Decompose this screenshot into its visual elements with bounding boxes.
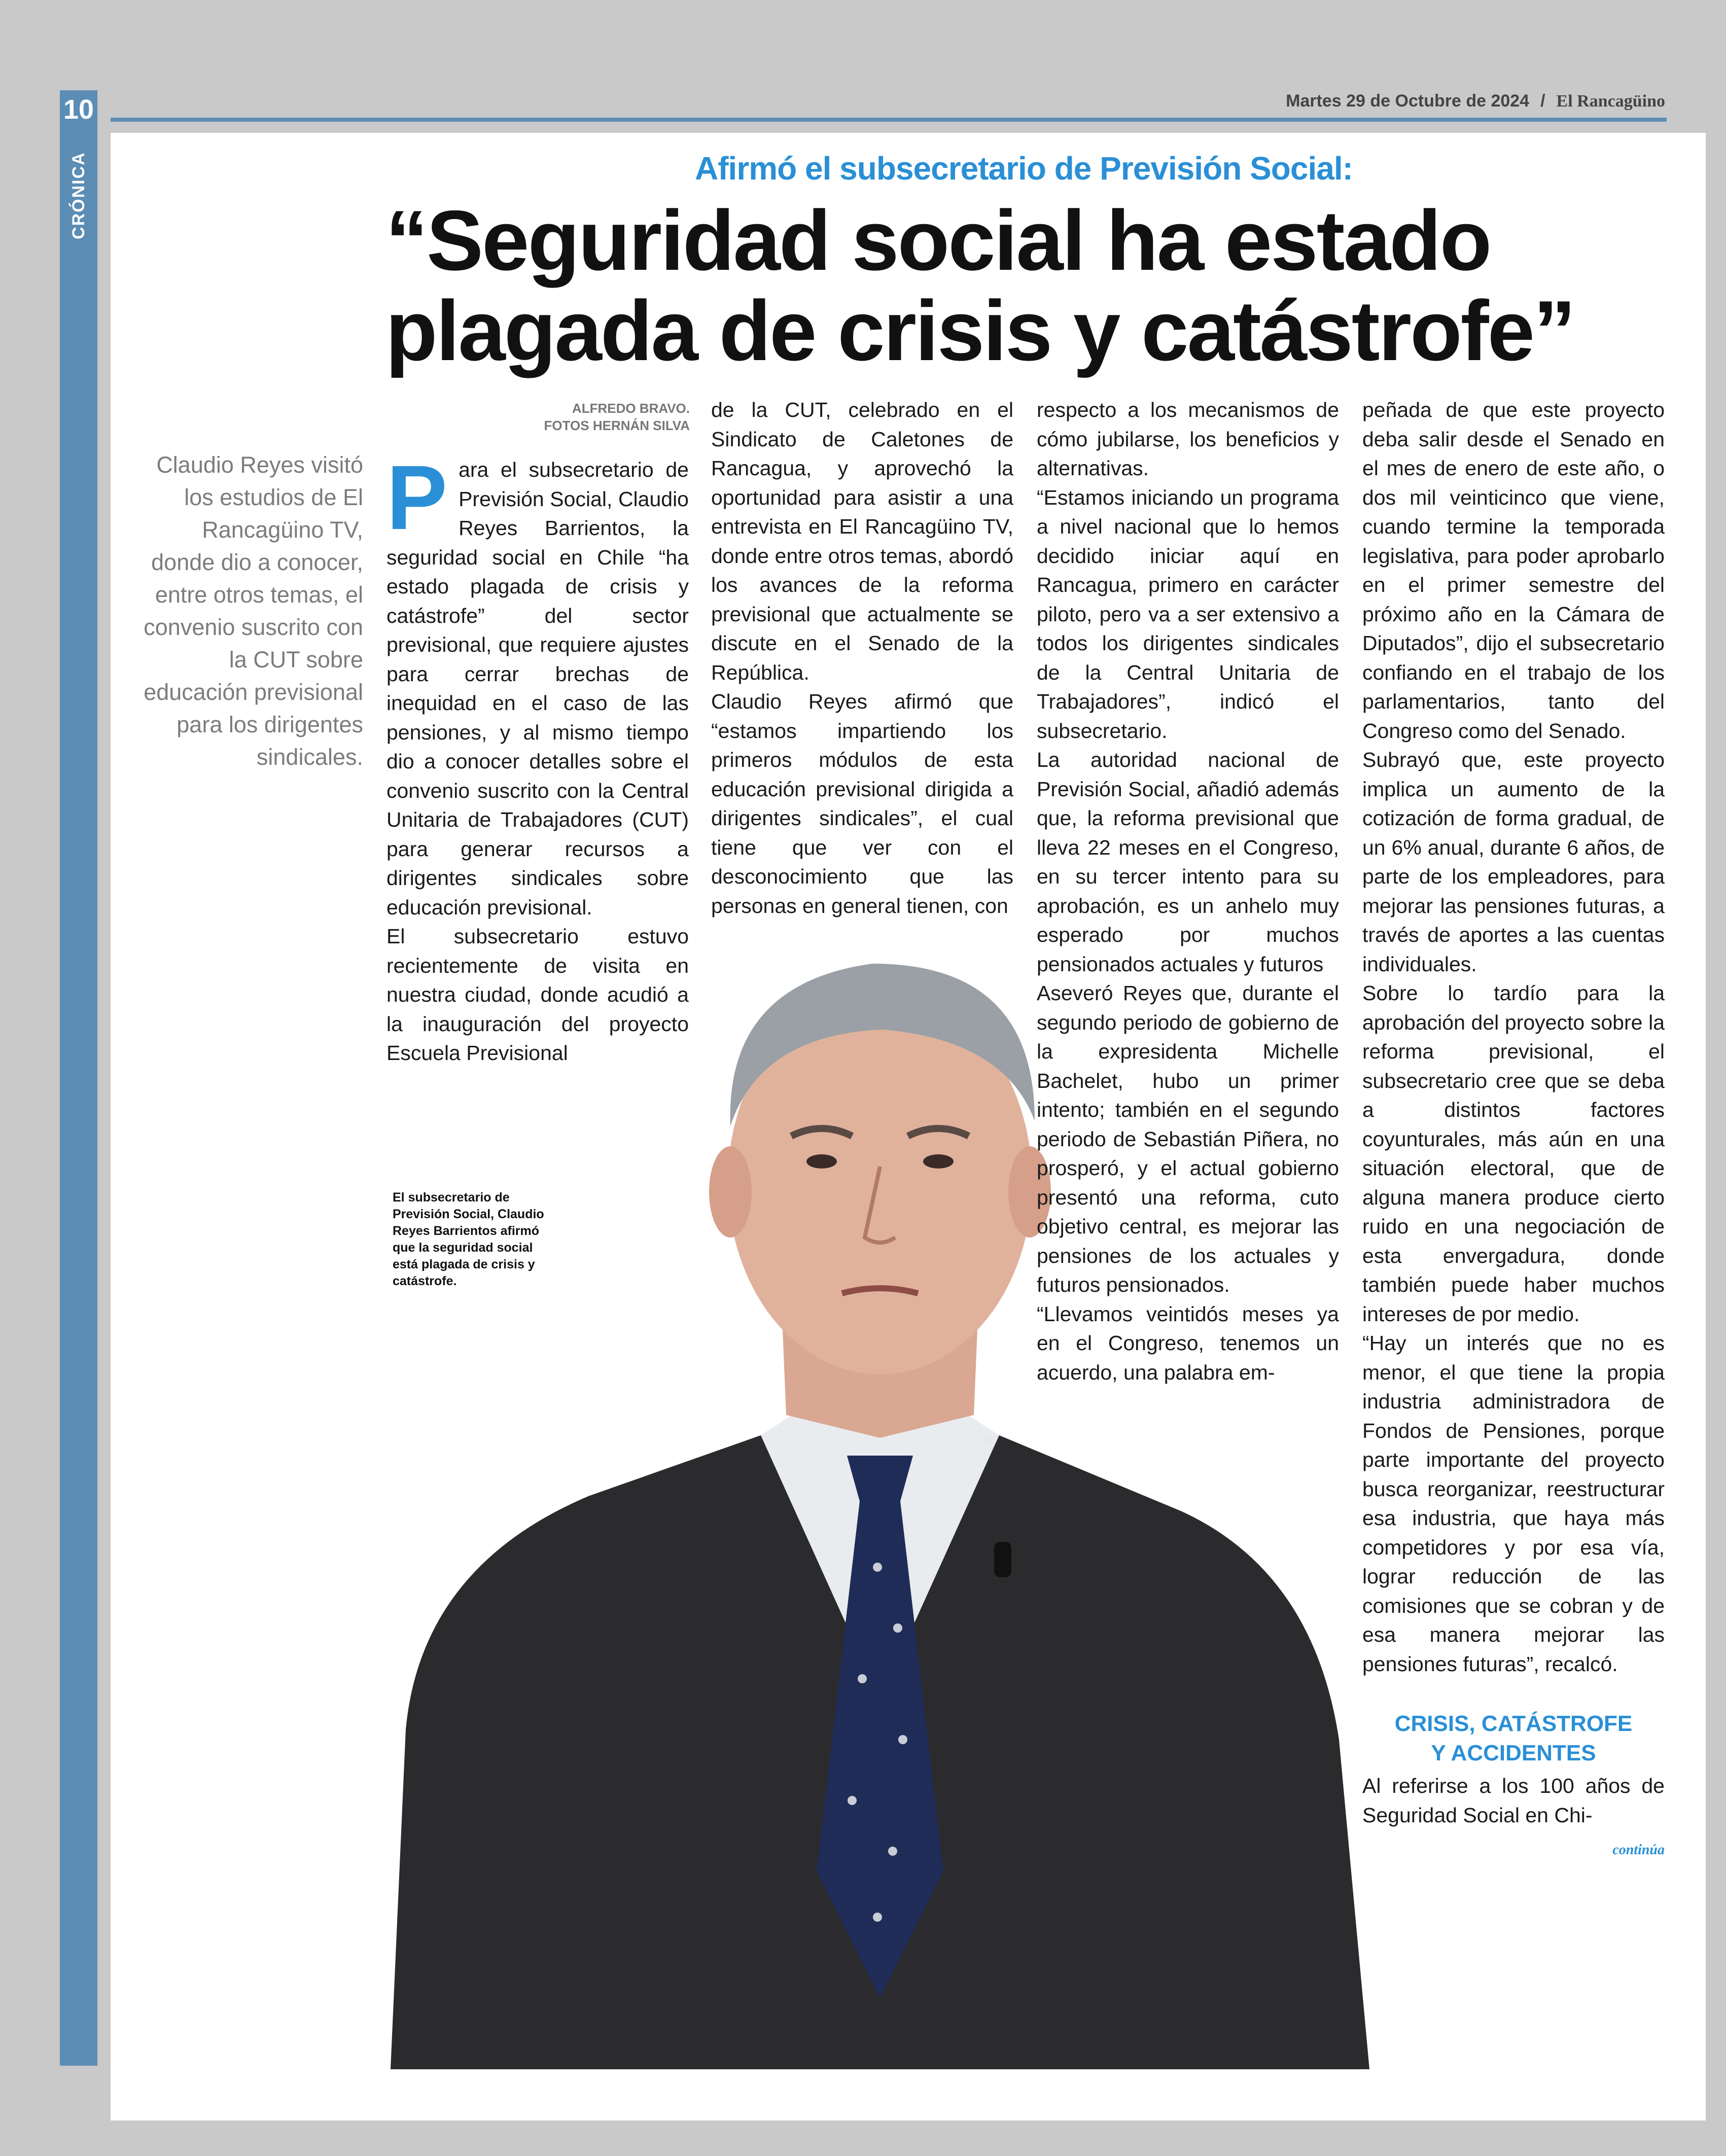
body-paragraph: La autoridad nacional de Previsión Social, añadió además que, la reforma previsional que lleva 22 meses en el Congreso, en su tercer intento para su aprobación, es un anhelo muy esperado por muchos pensionados actuales y futuros	[1037, 748, 1339, 976]
page-number: 10	[63, 94, 94, 125]
byline-photos: FOTOS HERNÁN SILVA	[544, 418, 690, 433]
body-paragraph: Al referirse a los 100 años de Seguridad Social en Chi-	[1362, 1774, 1665, 1827]
body-paragraph: Sobre lo tardío para la aprobación del proyecto sobre la reforma previsional, el subsecretario cree que se deba a distintos factores coyunturales, más aún en una situación electoral, que de alguna manera produce cierto ruido en una negociación de esta envergadura, donde también puede haber muchos intereses de por medio.	[1362, 981, 1665, 1326]
byline	[456, 400, 690, 434]
pull-quote: Claudio Reyes visitó los estudios de El Rancagüino TV, donde dio a conocer, entre otros temas, el convenio suscrito con la CUT sobre educación previsional para los dirigentes sindicales.	[144, 452, 363, 770]
body-paragraph: “Llevamos veintidós meses ya en el Congreso, tenemos un acuerdo, una palabra em-	[1037, 1302, 1339, 1384]
photo-caption: El subsecretario de Previsión Social, Claudio Reyes Barrientos afirmó que la seguridad social está plagada de crisis y catástrofe.	[393, 1190, 544, 1288]
section-label	[70, 147, 87, 243]
body-paragraph: Aseveró Reyes que, durante el segundo periodo de gobierno de la expresidenta Michelle Bachelet, hubo un primer intento; también en el segundo periodo de Sebastián Piñera, no prosperó, y el actual gobierno presentó una reforma, cuto objetivo central, es mejorar las pensiones de los actuales y futuros pensionados.	[1037, 981, 1339, 1296]
body-paragraph	[386, 447, 689, 922]
newspaper-name: El Rancagüino	[1556, 92, 1665, 111]
body-paragraph: “Hay un interés que no es menor, el que tiene la propia industria administradora de Fondos de Pensiones, porque parte importante del proyecto busca reorganizar, reestructurar esa industria, que haya más competidores y por esa vía, lograr reducción de las comisiones que se cobran y de esa manera mejorar las pensiones futuras”, recalcó.	[1362, 1331, 1665, 1676]
body-paragraph: Claudio Reyes afirmó que “estamos impartiendo los primeros módulos de esta educación previsional dirigida a dirigentes sindicales”, el cual tiene que ver con el desconocimiento que las personas en general tienen, con	[711, 690, 1013, 917]
article-kicker: Afirmó el subsecretario de Previsión Social:	[695, 150, 1353, 187]
article-headline: “Seguridad social ha estado plagada de crisis y catástrofe”	[385, 193, 1575, 378]
body-paragraph: “Estamos iniciando un programa a nivel nacional que lo hemos decidido iniciar aquí en Rancagua, primero en carácter piloto, pero va a ser extensivo a todos los dirigentes sindicales de la Central Unitaria de Trabajadores”, indicó el subsecretario.	[1037, 485, 1339, 743]
body-column-2	[711, 396, 1013, 921]
subhead-line: CRISIS, CATÁSTROFE	[1394, 1711, 1633, 1736]
body-column-4-continued	[1362, 1772, 1665, 1830]
body-text: ara el subsecretario de Previsión Social, Claudio Reyes Barrientos, la seguridad social en Chile “ha estado plagada de crisis y catástrofe” del sector previsional, que requiere ajustes para cerrar brechas de inequidad en el caso de las pensiones, y al mismo tiempo dio a conocer detalles sobre el convenio suscrito con la Central Unitaria de Trabajadores (CUT) para generar recursos a dirigentes sindicales sobre educación previsional.	[386, 458, 689, 919]
body-paragraph: respecto a los mecanismos de cómo jubilarse, los beneficios y alternativas.	[1037, 398, 1339, 480]
issue-date: Martes 29 de Octubre de 2024	[1286, 91, 1530, 111]
body-column-1	[386, 447, 689, 1068]
continued-marker: continúa	[1612, 1842, 1665, 1858]
header-rule	[111, 118, 1667, 122]
dateline	[1286, 91, 1665, 111]
section-label-text: CRÓNICA	[68, 151, 88, 239]
drop-cap: P	[386, 447, 448, 549]
body-paragraph: de la CUT, celebrado en el Sindicato de Caletones de Rancagua, y aprovechó la oportunidad para asistir a una entrevista en El Rancagüino TV, donde entre otros temas, abordó los avances de la reforma previsional que actualmente se discute en el Senado de la República.	[711, 398, 1013, 684]
dateline-separator: /	[1540, 91, 1545, 111]
section-sidebar	[60, 90, 97, 2066]
body-column-3	[1037, 396, 1339, 1387]
body-paragraph: Subrayó que, este proyecto implica un aumento de la cotización de forma gradual, de un 6% anual, durante 6 años, de parte de los empleadores, para mejorar las pensiones futuras, a través de aportes a las cuentas individuales.	[1362, 748, 1665, 976]
subhead-line: Y ACCIDENTES	[1431, 1741, 1596, 1765]
byline-author: ALFREDO BRAVO.	[572, 401, 690, 416]
section-subhead	[1362, 1709, 1665, 1768]
body-column-4	[1362, 396, 1665, 1679]
body-paragraph: El subsecretario estuvo recientemente de visita en nuestra ciudad, donde acudió a la inauguración del proyecto Escuela Previsional	[386, 925, 689, 1065]
body-paragraph: peñada de que este proyecto deba salir desde el Senado en el mes de enero de este año, o dos mil veinticinco que viene, cuando termine la temporada legislativa, para poder aprobarlo en el primer semestre del próximo año en la Cámara de Diputados”, dijo el subsecretario confiando en el trabajo de los parlamentarios, tanto del Congreso como del Senado.	[1362, 398, 1665, 743]
